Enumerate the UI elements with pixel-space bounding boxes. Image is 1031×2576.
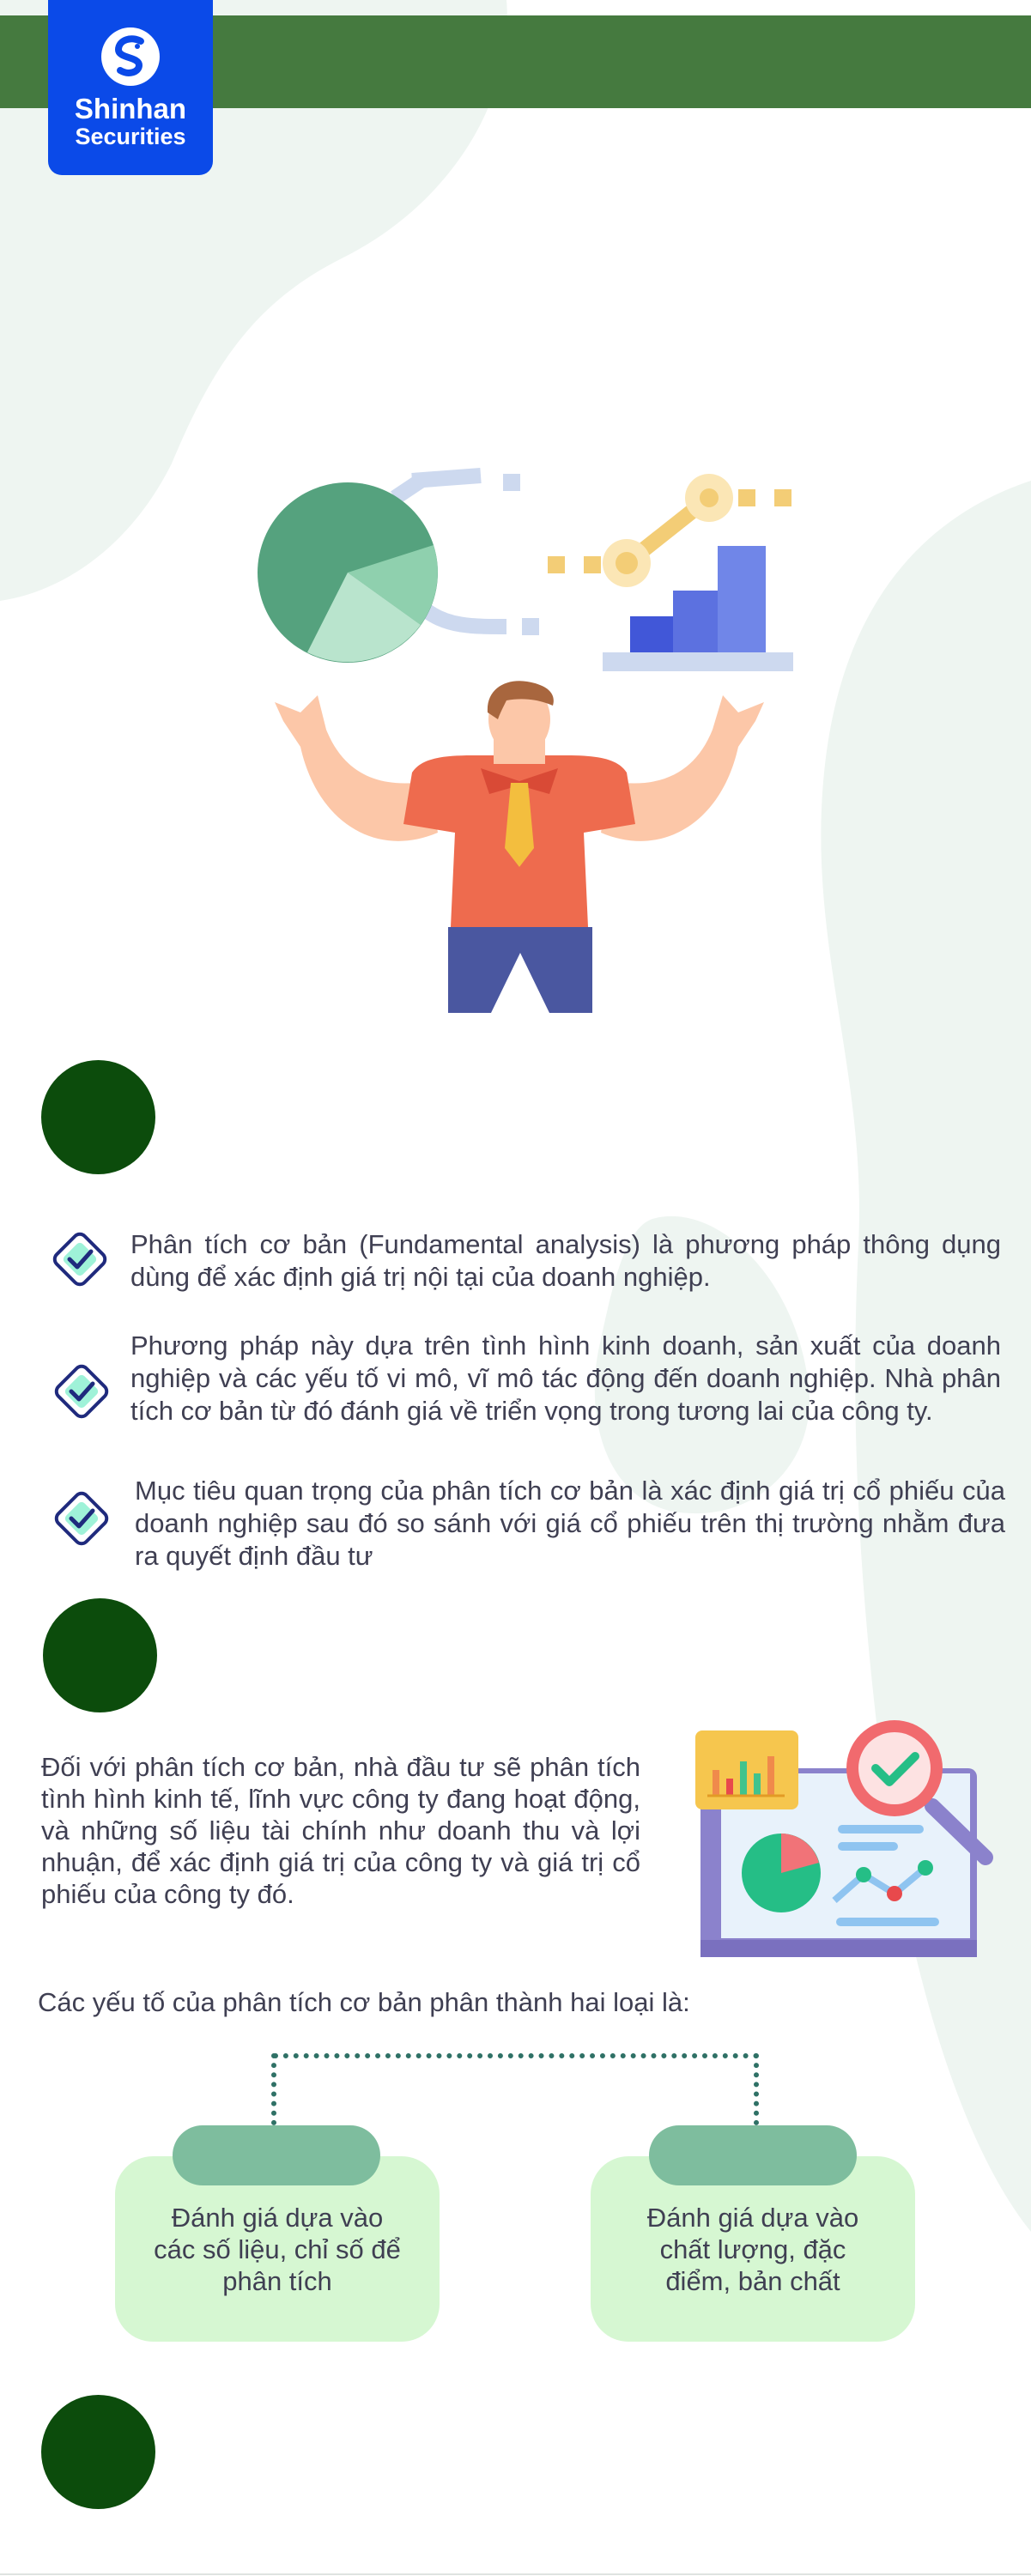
bullet-text-2: Phương pháp này dựa trên tình hình kinh doanh, sản xuất của doanh nghiệp và các yếu tố vi mô, vĩ mô tác động đến doanh nghiệp. Nhà phân tích cơ bản từ đó đánh giá về triển vọng trong tương lai của công ty. [130, 1330, 1001, 1426]
check-diamond-icon [50, 1487, 113, 1550]
connector-line [273, 2053, 759, 2058]
type-card-label: Đánh giá dựa vào chất lượng, đặc điểm, bản chất [646, 2202, 859, 2296]
check-diamond-icon [48, 1227, 112, 1291]
section-marker-3 [41, 2395, 155, 2509]
shinhan-logo-icon [100, 26, 161, 88]
check-diamond-icon [50, 1360, 113, 1423]
brand-name: Shinhan [74, 93, 187, 124]
section-marker-2 [43, 1598, 157, 1712]
footer-divider [0, 2573, 1031, 2575]
connector-right [754, 2053, 759, 2125]
section-marker-1 [41, 1060, 155, 1174]
type-card-label: Đánh giá dựa vào các số liệu, chỉ số để phân tích [154, 2202, 401, 2296]
connector-left [271, 2053, 276, 2125]
intro-paragraph: Đối với phân tích cơ bản, nhà đầu tư sẽ phân tích tình hình kinh tế, lĩnh vực công ty đang hoạt động, và những số liệu tài chính như doanh thu và lợi nhuận, để xác định giá trị của công ty và giá trị cổ phiếu của công ty đó. [41, 1752, 640, 1909]
dashboard-illustration [683, 1717, 1003, 1966]
type-card-tab [173, 2125, 380, 2185]
bullet-text-3: Mục tiêu quan trọng của phân tích cơ bản là xác định giá trị cổ phiếu của doanh nghiệp sau đó so sánh với giá cổ phiếu trên thị trường nhằm đưa ra quyết định đầu tư [135, 1476, 1005, 1571]
bullet-text-1: Phân tích cơ bản (Fundamental analysis) là phương pháp thông dụng dùng để xác định giá trị nội tại của doanh nghiệp. [130, 1229, 1001, 1292]
brand-logo[interactable] [48, 0, 213, 175]
analyst-illustration [249, 464, 816, 1021]
types-heading: Các yếu tố của phân tích cơ bản phân thành hai loại là: [38, 1987, 690, 2017]
type-card-tab [649, 2125, 857, 2185]
brand-subtitle: Securities [75, 124, 186, 149]
